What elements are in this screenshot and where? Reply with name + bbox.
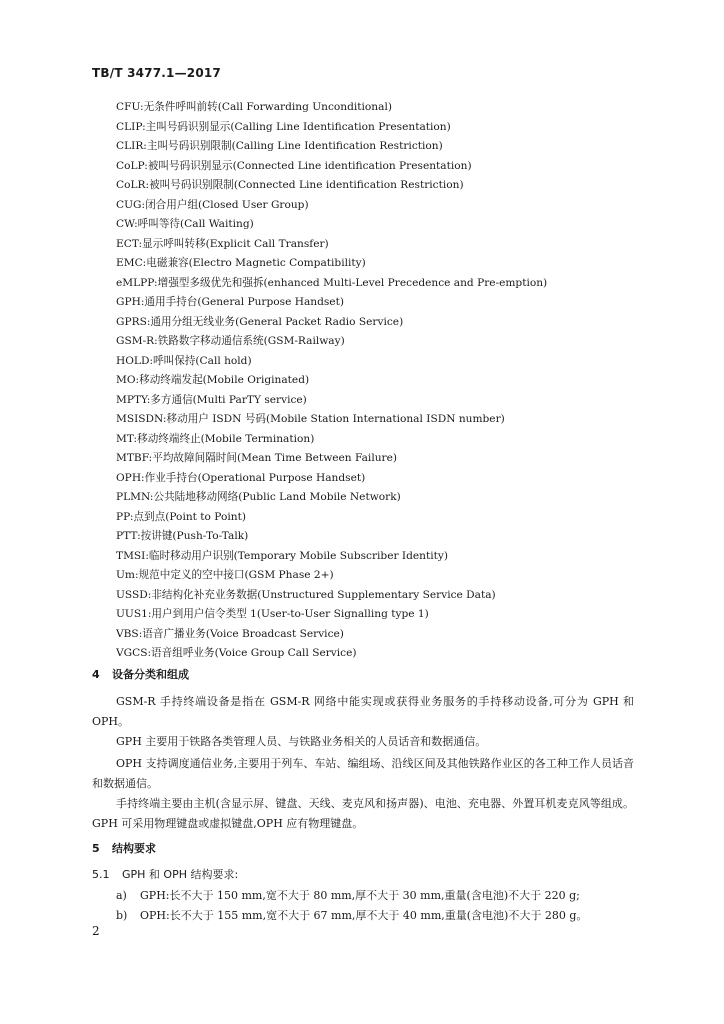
- list-marker: a): [116, 889, 127, 902]
- clause-text: GPH 和 OPH 结构要求:: [122, 868, 239, 881]
- abbreviation-item: MO:移动终端发起(Mobile Originated): [116, 374, 310, 386]
- abbreviation-item: USSD:非结构化补充业务数据(Unstructured Supplementary Service Data): [116, 588, 496, 601]
- abbreviation-item: VBS:语音广播业务(Voice Broadcast Service): [116, 627, 344, 640]
- section-number: 4: [92, 668, 100, 681]
- abbreviation-item: EMC:电磁兼容(Electro Magnetic Compatibility): [116, 257, 366, 269]
- abbreviation-list: [116, 98, 676, 664]
- section-5-heading: [92, 840, 156, 856]
- page-number: 2: [92, 924, 100, 938]
- clause-number: 5.1: [92, 868, 110, 881]
- abbreviation-item: MSISDN:移动用户 ISDN 号码(Mobile Station International ISDN number): [116, 413, 505, 425]
- abbreviation-item: CUG:闭合用户组(Closed User Group): [116, 198, 309, 211]
- abbreviation-item: TMSI:临时移动用户识别(Temporary Mobile Subscriber Identity): [116, 549, 448, 562]
- abbreviation-item: MPTY:多方通信(Multi ParTY service): [116, 393, 307, 406]
- list-item-text: OPH:长不大于 155 mm,宽不大于 67 mm,厚不大于 40 mm,重量(含电池)不大于 280 g。: [140, 909, 588, 922]
- abbreviation-item: CoLP:被叫号码识别显示(Connected Line identification Presentation): [116, 159, 472, 172]
- paragraph: GSM-R 手持终端设备是指在 GSM-R 网络中能实现或获得业务服务的手持移动设备,可分为 GPH 和 OPH。: [92, 695, 634, 728]
- abbreviation-item: PP:点到点(Point to Point): [116, 510, 246, 523]
- abbreviation-item: ECT:显示呼叫转移(Explicit Call Transfer): [116, 237, 329, 250]
- paragraph: OPH 支持调度通信业务,主要用于列车、车站、编组场、沿线区间及其他铁路作业区的各工种工作人员话音和数据通信。: [92, 757, 634, 790]
- abbreviation-item: MT:移动终端终止(Mobile Termination): [116, 432, 315, 445]
- abbreviation-item: CW:呼叫等待(Call Waiting): [116, 218, 254, 230]
- paragraph: 手持终端主要由主机(含显示屏、键盘、天线、麦克风和扬声器)、电池、充电器、外置耳机麦克风等组成。GPH 可采用物理键盘或虚拟键盘,OPH 应有物理键盘。: [92, 797, 634, 830]
- abbreviation-item: Um:规范中定义的空中接口(GSM Phase 2+): [116, 569, 334, 581]
- abbreviation-item: MTBF:平均故障间隔时间(Mean Time Between Failure): [116, 452, 398, 464]
- abbreviation-item: GPH:通用手持台(General Purpose Handset): [116, 296, 344, 308]
- abbreviation-item: VGCS:语音组呼业务(Voice Group Call Service): [116, 647, 357, 659]
- clause-5-1: [92, 866, 238, 882]
- list-item: [116, 887, 580, 903]
- abbreviation-item: CLIP:主叫号码识别显示(Calling Line Identification Presentation): [116, 120, 451, 133]
- section-title: 结构要求: [112, 842, 156, 855]
- abbreviation-item: CoLR:被叫号码识别限制(Connected Line identification Restriction): [116, 179, 464, 191]
- abbreviation-item: PTT:按讲键(Push-To-Talk): [116, 530, 249, 542]
- list-item-text: GPH:长不大于 150 mm,宽不大于 80 mm,厚不大于 30 mm,重量(含电池)不大于 220 g;: [140, 889, 580, 902]
- abbreviation-item: HOLD:呼叫保持(Call hold): [116, 354, 252, 367]
- abbreviation-item: GSM-R:铁路数字移动通信系统(GSM-Railway): [116, 335, 345, 347]
- list-marker: b): [116, 909, 128, 922]
- section-4-heading: [92, 666, 189, 682]
- section-number: 5: [92, 842, 100, 855]
- abbreviation-item: eMLPP:增强型多级优先和强拆(enhanced Multi-Level Precedence and Pre-emption): [116, 276, 548, 289]
- abbreviation-item: CLIR:主叫号码识别限制(Calling Line Identification Restriction): [116, 140, 443, 152]
- abbreviation-item: UUS1:用户到用户信令类型 1(User-to-User Signalling type 1): [116, 608, 429, 620]
- abbreviation-item: PLMN:公共陆地移动网络(Public Land Mobile Network): [116, 491, 401, 503]
- paragraph: GPH 主要用于铁路各类管理人员、与铁路业务相关的人员话音和数据通信。: [116, 735, 487, 748]
- section-title: 设备分类和组成: [112, 668, 189, 681]
- abbreviation-item: CFU:无条件呼叫前转(Call Forwarding Unconditional): [116, 101, 392, 113]
- list-item: [116, 907, 587, 923]
- abbreviation-item: GPRS:通用分组无线业务(General Packet Radio Service): [116, 315, 404, 328]
- abbreviation-item: OPH:作业手持台(Operational Purpose Handset): [116, 471, 366, 484]
- standard-number-header: TB/T 3477.1—2017: [92, 66, 221, 80]
